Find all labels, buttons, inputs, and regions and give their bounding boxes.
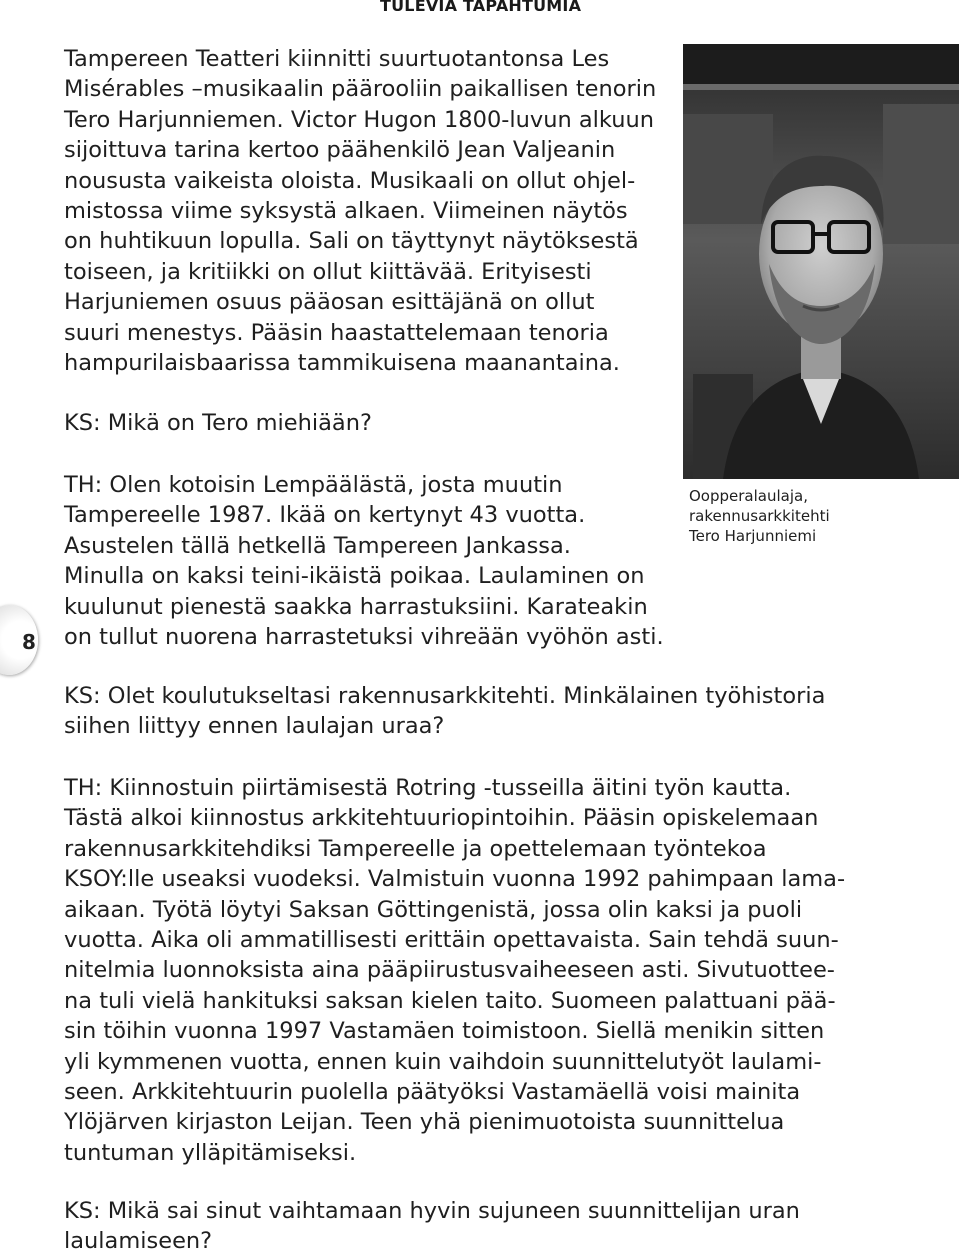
text-line: KSOY:lle useaksi vuodeksi. Valmistuin vuonna 1992 pahimpaan lama-	[64, 866, 846, 893]
text-line: Minulla on kaksi teini-ikäistä poikaa. Laulaminen on	[64, 563, 645, 590]
text-line: mistossa viime syksystä alkaen. Viimeinen näytös	[64, 198, 628, 225]
text-line: Ylöjärven kirjaston Leijan. Teen yhä pienimuotoista suunnittelua	[64, 1109, 785, 1136]
text-line: Misérables –musikaalin päärooliin paikallisen tenorin	[64, 76, 657, 103]
photo-caption	[689, 486, 830, 546]
text-line: KS: Mikä on Tero miehiään?	[64, 410, 372, 436]
answer-1	[64, 470, 664, 652]
text-line: on huhtikuun lopulla. Sali on täyttynyt näytöksestä	[64, 228, 639, 255]
text-line: sin töihin vuonna 1997 Vastamäen toimistoon. Siellä menikin sitten	[64, 1018, 825, 1045]
page-number: 8	[22, 630, 36, 654]
caption-line: rakennusarkkitehti	[689, 507, 830, 525]
text-line: hampurilaisbaarissa tammikuisena maanantaina.	[64, 350, 620, 377]
text-line: aikaan. Työtä löytyi Saksan Göttingenistä, jossa olin kaksi ja puoli	[64, 896, 803, 923]
text-line: Asustelen tällä hetkellä Tampereen Jankassa.	[64, 532, 571, 559]
text-line: siihen liittyy ennen laulajan uraa?	[64, 713, 445, 740]
text-line: yli kymmenen vuotta, ennen kuin vaihdoin suunnittelutyöt laulami-	[64, 1048, 822, 1075]
text-line: vuotta. Aika oli ammatillisesti erittäin opettavaista. Sain tehdä suun-	[64, 927, 839, 954]
caption-line: Oopperalaulaja,	[689, 487, 808, 505]
answer-2	[64, 773, 845, 1168]
section-header: TULEVIA TAPAHTUMIA	[380, 0, 582, 15]
question-2	[64, 681, 825, 742]
question-3	[64, 1196, 800, 1257]
text-line: TH: Kiinnostuin piirtämisestä Rotring -tusseilla äitini työn kautta.	[64, 775, 792, 801]
text-line: KS: Mikä sai sinut vaihtamaan hyvin sujuneen suunnittelijan uran	[64, 1198, 800, 1224]
intro-paragraph	[64, 44, 656, 378]
text-line: on tullut nuorena harrastetuksi vihreään vyöhön asti.	[64, 624, 664, 651]
text-line: na tuli vielä hankituksi saksan kielen taito. Suomeen palattuani pää-	[64, 987, 836, 1014]
text-line: KS: Olet koulutukseltasi rakennusarkkitehti. Minkälainen työhistoria	[64, 683, 826, 709]
text-line: suuri menestys. Pääsin haastattelemaan tenoria	[64, 319, 609, 346]
text-line: Tampereen Teatteri kiinnitti suurtuotantonsa Les	[64, 46, 610, 72]
caption-line: Tero Harjunniemi	[689, 527, 817, 545]
text-line: tuntuman ylläpitämiseksi.	[64, 1139, 357, 1166]
text-line: Harjuniemen osuus pääosan esittäjänä on ollut	[64, 289, 595, 316]
text-line: Tero Harjunniemen. Victor Hugon 1800-luvun alkuun	[64, 106, 655, 133]
text-line: laulamiseen?	[64, 1228, 213, 1255]
text-line: kuulunut pienestä saakka harrastuksiini. Karateakin	[64, 593, 648, 620]
question-1	[64, 408, 372, 438]
text-line: seen. Arkkitehtuurin puolella päätyöksi Vastamäellä voisi mainita	[64, 1079, 801, 1106]
portrait-photo	[683, 44, 959, 479]
text-line: TH: Olen kotoisin Lempäälästä, josta muutin	[64, 472, 563, 498]
text-line: toiseen, ja kritiikki on ollut kiittävää. Erityisesti	[64, 258, 592, 285]
text-line: nitelmia luonnoksista aina pääpiirustusvaiheeseen asti. Sivutuottee-	[64, 957, 835, 984]
text-line: Tästä alkoi kiinnostus arkkitehtuuriopintoihin. Pääsin opiskelemaan	[64, 805, 819, 832]
text-line: Tampereelle 1987. Ikää on kertynyt 43 vuotta.	[64, 502, 586, 529]
text-line: noususta vaikeista oloista. Musikaali on ollut ohjel-	[64, 167, 636, 194]
text-line: rakennusarkkitehdiksi Tampereelle ja opettelemaan työntekoa	[64, 835, 767, 862]
text-line: sijoittuva tarina kertoo päähenkilö Jean Valjeanin	[64, 137, 616, 164]
